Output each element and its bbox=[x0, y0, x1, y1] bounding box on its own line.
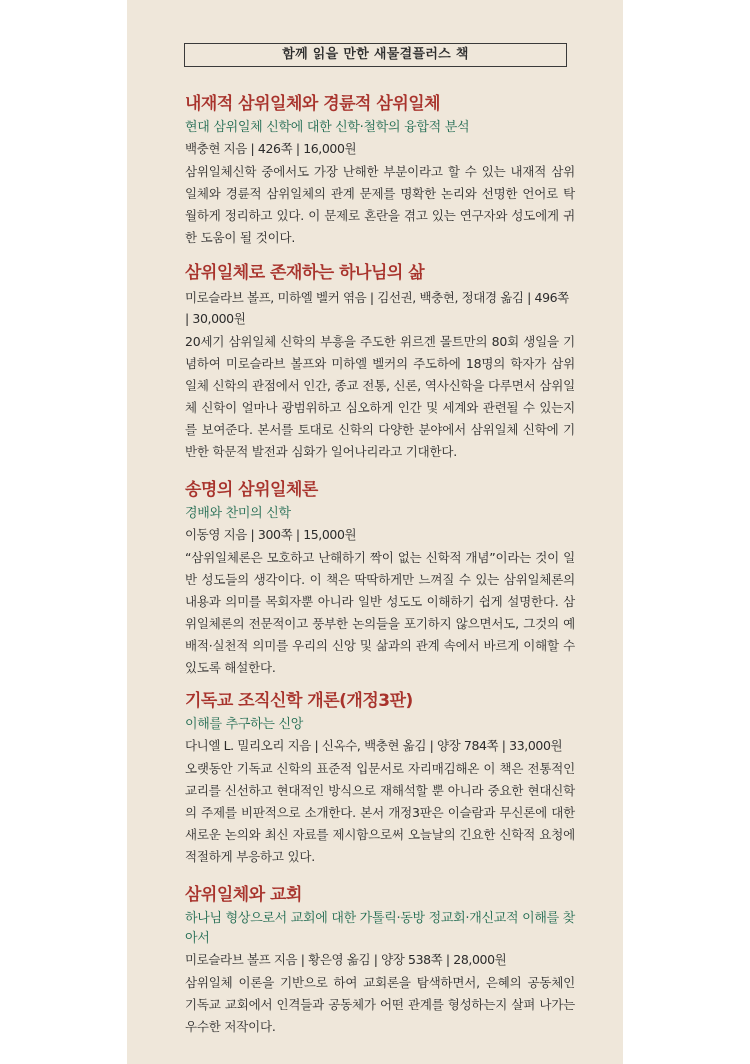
book-subtitle: 이해를 추구하는 신앙 bbox=[185, 717, 303, 732]
book-title: 기독교 조직신학 개론(개정3판) bbox=[185, 691, 413, 711]
book-subtitle: 현대 삼위일체 신학에 대한 신학·철학의 융합적 분석 bbox=[185, 120, 470, 135]
book-description: 삼위일체신학 중에서도 가장 난해한 부분이라고 할 수 있는 내재적 삼위일체와 경륜적 삼위일체의 관계 문제를 명확한 논리와 선명한 언어로 탁월하게 정리하고 있다. 이 문제로 혼란을 겪고 있는 연구자와 성도에게 귀한 도움이 될 것이다. bbox=[185, 164, 575, 245]
book-description: “삼위일체론은 모호하고 난해하기 짝이 없는 신학적 개념”이라는 것이 일반 성도들의 생각이다. 이 책은 딱딱하게만 느껴질 수 있는 삼위일체론의 내용과 의미를 목회자뿐 아니라 일반 성도도 이해하기 쉽게 설명한다. 삼위일체론의 전문적이고 풍부한 논의들을 포기하지 않으면서도, 그것의 예배적·실천적 의미를 우리의 신앙 및 삶과의 관계 속에서 바르게 이해할 수 있도록 해설한다. bbox=[185, 550, 575, 675]
book-entry bbox=[185, 884, 575, 1038]
book-meta: 이동영 지음 | 300쪽 | 15,000원 bbox=[185, 527, 357, 542]
book-title: 내재적 삼위일체와 경륜적 삼위일체 bbox=[185, 94, 441, 114]
book-subtitle: 하나님 형상으로서 교회에 대한 가톨릭·동방 정교회·개신교적 이해를 찾아서 bbox=[185, 911, 575, 946]
book-entry bbox=[185, 262, 575, 463]
book-meta: 미로슬라브 볼프 지음 | 황은영 옮김 | 양장 538쪽 | 28,000원 bbox=[185, 952, 507, 967]
book-description: 삼위일체 이론을 기반으로 하여 교회론을 탐색하면서, 은혜의 공동체인 기독교 교회에서 인격들과 공동체가 어떤 관계를 형성하는지 살펴 나가는 우수한 저작이다. bbox=[185, 975, 575, 1034]
book-description: 20세기 삼위일체 신학의 부흥을 주도한 위르겐 몰트만의 80회 생일을 기념하여 미로슬라브 볼프와 미하엘 벨커의 주도하에 18명의 학자가 삼위일체 신학의 관점에서 인간, 종교 전통, 신론, 역사신학을 다루면서 삼위일체 신학이 얼마나 광범위하고 심오하게 인간 및 세계와 관련될 수 있는지를 보여준다. 본서를 토대로 신학의 다양한 분야에서 삼위일체 신학에 기반한 학문적 발전과 심화가 일어나리라고 기대한다. bbox=[185, 334, 575, 459]
book-description: 오랫동안 기독교 신학의 표준적 입문서로 자리매김해온 이 책은 전통적인 교리를 신선하고 현대적인 방식으로 재해석할 뿐 아니라 중요한 현대신학의 주제를 비판적으로 소개한다. 본서 개정3판은 이슬람과 무신론에 대한 새로운 논의와 최신 자료를 제시함으로써 오늘날의 긴요한 신학적 요청에 적절하게 부응하고 있다. bbox=[185, 761, 575, 864]
book-entry bbox=[185, 93, 575, 249]
book-entry bbox=[185, 690, 575, 868]
book-entry bbox=[185, 479, 575, 679]
book-title: 삼위일체로 존재하는 하나님의 삶 bbox=[185, 263, 425, 283]
section-header: 함께 읽을 만한 새물결플러스 책 bbox=[184, 43, 567, 67]
book-meta: 백충현 지음 | 426쪽 | 16,000원 bbox=[185, 141, 357, 156]
book-list-page bbox=[127, 0, 623, 1064]
book-meta: 미로슬라브 볼프, 미하엘 벨커 엮음 | 김선권, 백충현, 정대경 옮김 | 496쪽 | 30,000원 bbox=[185, 290, 569, 326]
book-title: 삼위일체와 교회 bbox=[185, 885, 302, 905]
book-meta: 다니엘 L. 밀리오리 지음 | 신옥수, 백충현 옮김 | 양장 784쪽 | 33,000원 bbox=[185, 738, 563, 753]
book-subtitle: 경배와 찬미의 신학 bbox=[185, 506, 291, 521]
book-title: 송명의 삼위일체론 bbox=[185, 480, 318, 500]
